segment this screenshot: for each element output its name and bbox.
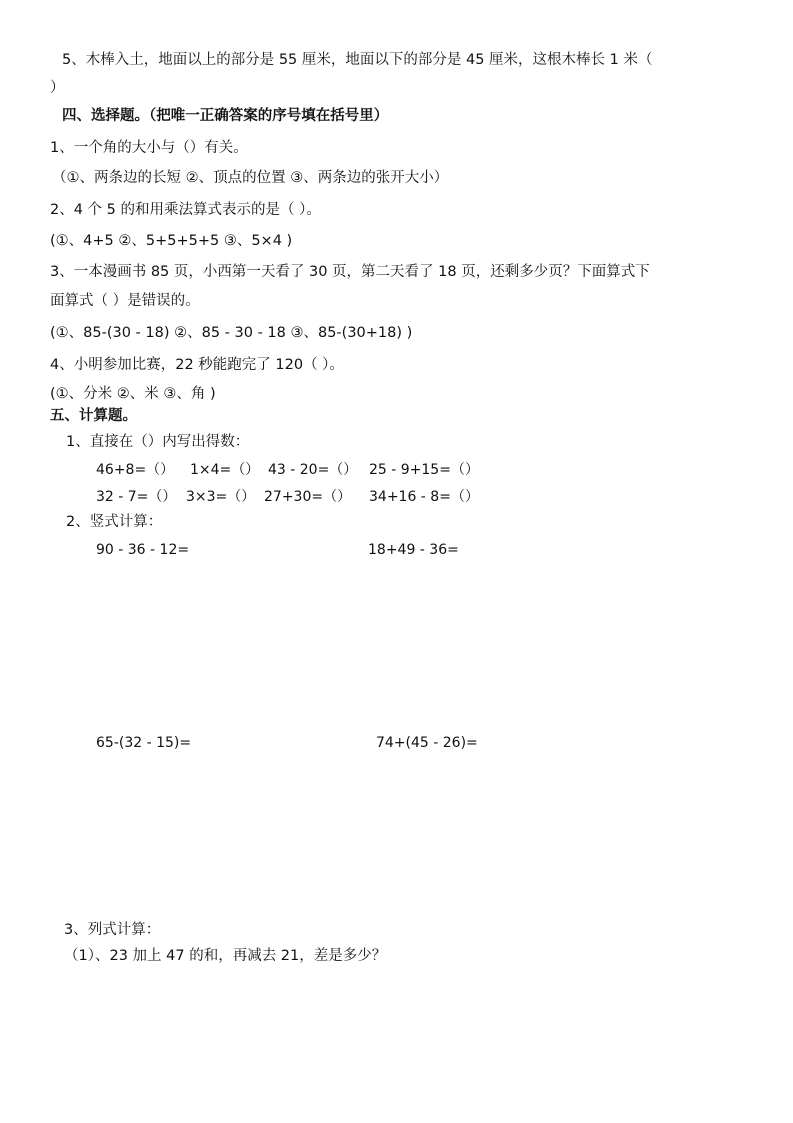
vertical-calc-problem: 74+(45 - 26)=	[376, 735, 478, 751]
mental-calc-item: 27+30=（）	[264, 489, 352, 505]
choice-question-2-options: (①、4+5 ②、5+5+5+5 ③、5×4 )	[50, 233, 293, 249]
mental-calc-item: 46+8=（）	[96, 462, 175, 478]
section-4-title: 四、选择题。（把唯一正确答案的序号填在括号里）	[62, 108, 389, 124]
choice-question-1-options: （①、两条边的长短 ②、顶点的位置 ③、两条边的张开大小）	[52, 170, 449, 186]
question-5-answer-bracket: ）	[50, 80, 65, 96]
choice-question-2: 2、4 个 5 的和用乘法算式表示的是（ ）。	[50, 202, 321, 218]
mental-calc-item: 43 - 20=（）	[268, 462, 358, 478]
calc-sub3-title: 3、列式计算：	[64, 922, 161, 938]
choice-question-4: 4、小明参加比赛，22 秒能跑完了 120（ ）。	[50, 357, 344, 373]
vertical-calc-problem: 18+49 - 36=	[368, 542, 459, 558]
choice-question-3-options: (①、85-(30 - 18) ②、85 - 30 - 18 ③、85-(30+18) )	[50, 325, 413, 341]
choice-question-3-cont: 面算式（ ）是错误的。	[50, 293, 200, 309]
vertical-calc-problem: 65-(32 - 15)=	[96, 735, 192, 751]
vertical-calc-problem: 90 - 36 - 12=	[96, 542, 190, 558]
mental-calc-item: 32 - 7=（）	[96, 489, 177, 505]
choice-question-4-options: (①、分米 ②、米 ③、角 )	[50, 386, 216, 402]
mental-calc-item: 34+16 - 8=（）	[369, 489, 479, 505]
mental-calc-item: 3×3=（）	[186, 489, 256, 505]
mental-calc-item: 25 - 9+15=（）	[369, 462, 479, 478]
calc-sub1-title: 1、直接在（）内写出得数：	[66, 434, 250, 450]
question-5-text: 5、木棒入土，地面以上的部分是 55 厘米，地面以下的部分是 45 厘米，这根木棒长 1 米（	[62, 52, 653, 68]
section-5-title: 五、计算题。	[50, 408, 137, 424]
word-calc-problem-1: （1）、23 加上 47 的和，再减去 21，差是多少？	[64, 948, 387, 964]
choice-question-3: 3、一本漫画书 85 页，小西第一天看了 30 页，第二天看了 18 页，还剩多少页？下面算式下	[50, 264, 650, 280]
choice-question-1: 1、一个角的大小与（）有关。	[50, 140, 248, 156]
calc-sub2-title: 2、竖式计算：	[66, 514, 163, 530]
mental-calc-item: 1×4=（）	[190, 462, 260, 478]
